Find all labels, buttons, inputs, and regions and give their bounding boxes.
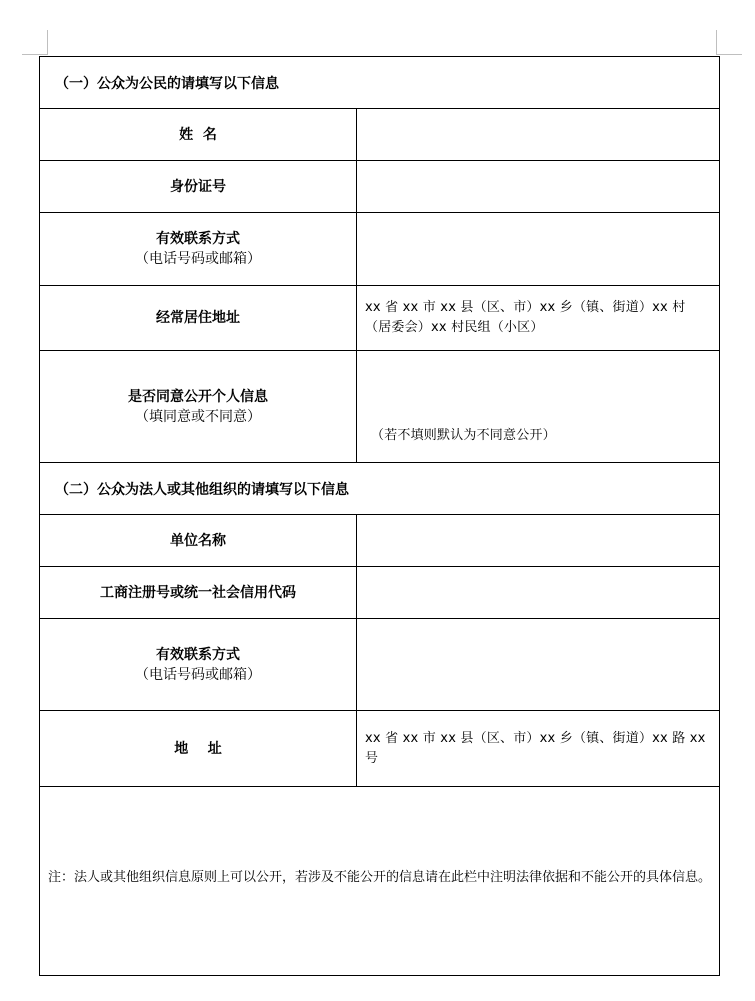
id-card-label: 身份证号 [170,178,226,195]
org-address-label-cell [40,711,357,787]
name-label-cell [40,109,357,161]
org-contact-label: 有效联系方式 [156,646,240,663]
row-contact [40,213,720,286]
credit-code-field[interactable] [357,567,720,619]
row-consent [40,351,720,463]
row-address [40,286,720,351]
id-card-field[interactable] [357,161,720,213]
org-contact-label-cell [40,619,357,711]
note-cell[interactable] [40,787,720,976]
name-field[interactable] [357,109,720,161]
address-label: 经常居住地址 [156,310,240,326]
crop-mark-top-left [22,54,48,55]
row-org-name [40,515,720,567]
crop-mark-top-right [716,54,742,55]
org-name-label-cell [40,515,357,567]
note-text: 注：法人或其他组织信息原则上可以公开，若涉及不能公开的信息请在此栏中注明法律依据和不能公开的具体信息。 [48,870,712,885]
credit-code-label-cell [40,567,357,619]
row-name [40,109,720,161]
consent-label: 是否同意公开个人信息 [128,388,268,405]
org-contact-sublabel: （电话号码或邮箱） [135,666,261,683]
contact-label-cell [40,213,357,286]
contact-sublabel: （电话号码或邮箱） [135,251,261,267]
information-form-table [39,56,720,976]
row-credit-code [40,567,720,619]
org-contact-field[interactable] [357,619,720,711]
org-name-field[interactable] [357,515,720,567]
address-field[interactable]: xx 省 xx 市 xx 县（区、市）xx 乡（镇、街道）xx 村（居委会）xx 村民组（小区） [357,286,720,351]
credit-code-label: 工商注册号或统一社会信用代码 [100,584,296,601]
org-name-label: 单位名称 [170,532,226,549]
consent-field[interactable]: （若不填则默认为不同意公开） [357,351,720,463]
name-label: 姓 名 [179,126,217,143]
section2-heading: （二）公众为法人或其他组织的请填写以下信息 [40,463,720,515]
org-address-field[interactable]: xx 省 xx 市 xx 县（区、市）xx 乡（镇、街道）xx 路 xx 号 [357,711,720,787]
crop-mark-top-right-vertical [716,30,717,55]
id-card-label-cell [40,161,357,213]
row-id-card [40,161,720,213]
org-address-label: 地 址 [174,740,222,757]
row-org-contact [40,619,720,711]
row-note [40,787,720,976]
section1-heading: （一）公众为公民的请填写以下信息 [40,57,720,109]
row-org-address [40,711,720,787]
consent-sublabel: （填同意或不同意） [135,408,261,425]
crop-mark-top-left-vertical [47,30,48,55]
contact-field[interactable] [357,213,720,286]
contact-label: 有效联系方式 [156,231,240,247]
consent-label-cell [40,351,357,463]
address-label-cell [40,286,357,351]
